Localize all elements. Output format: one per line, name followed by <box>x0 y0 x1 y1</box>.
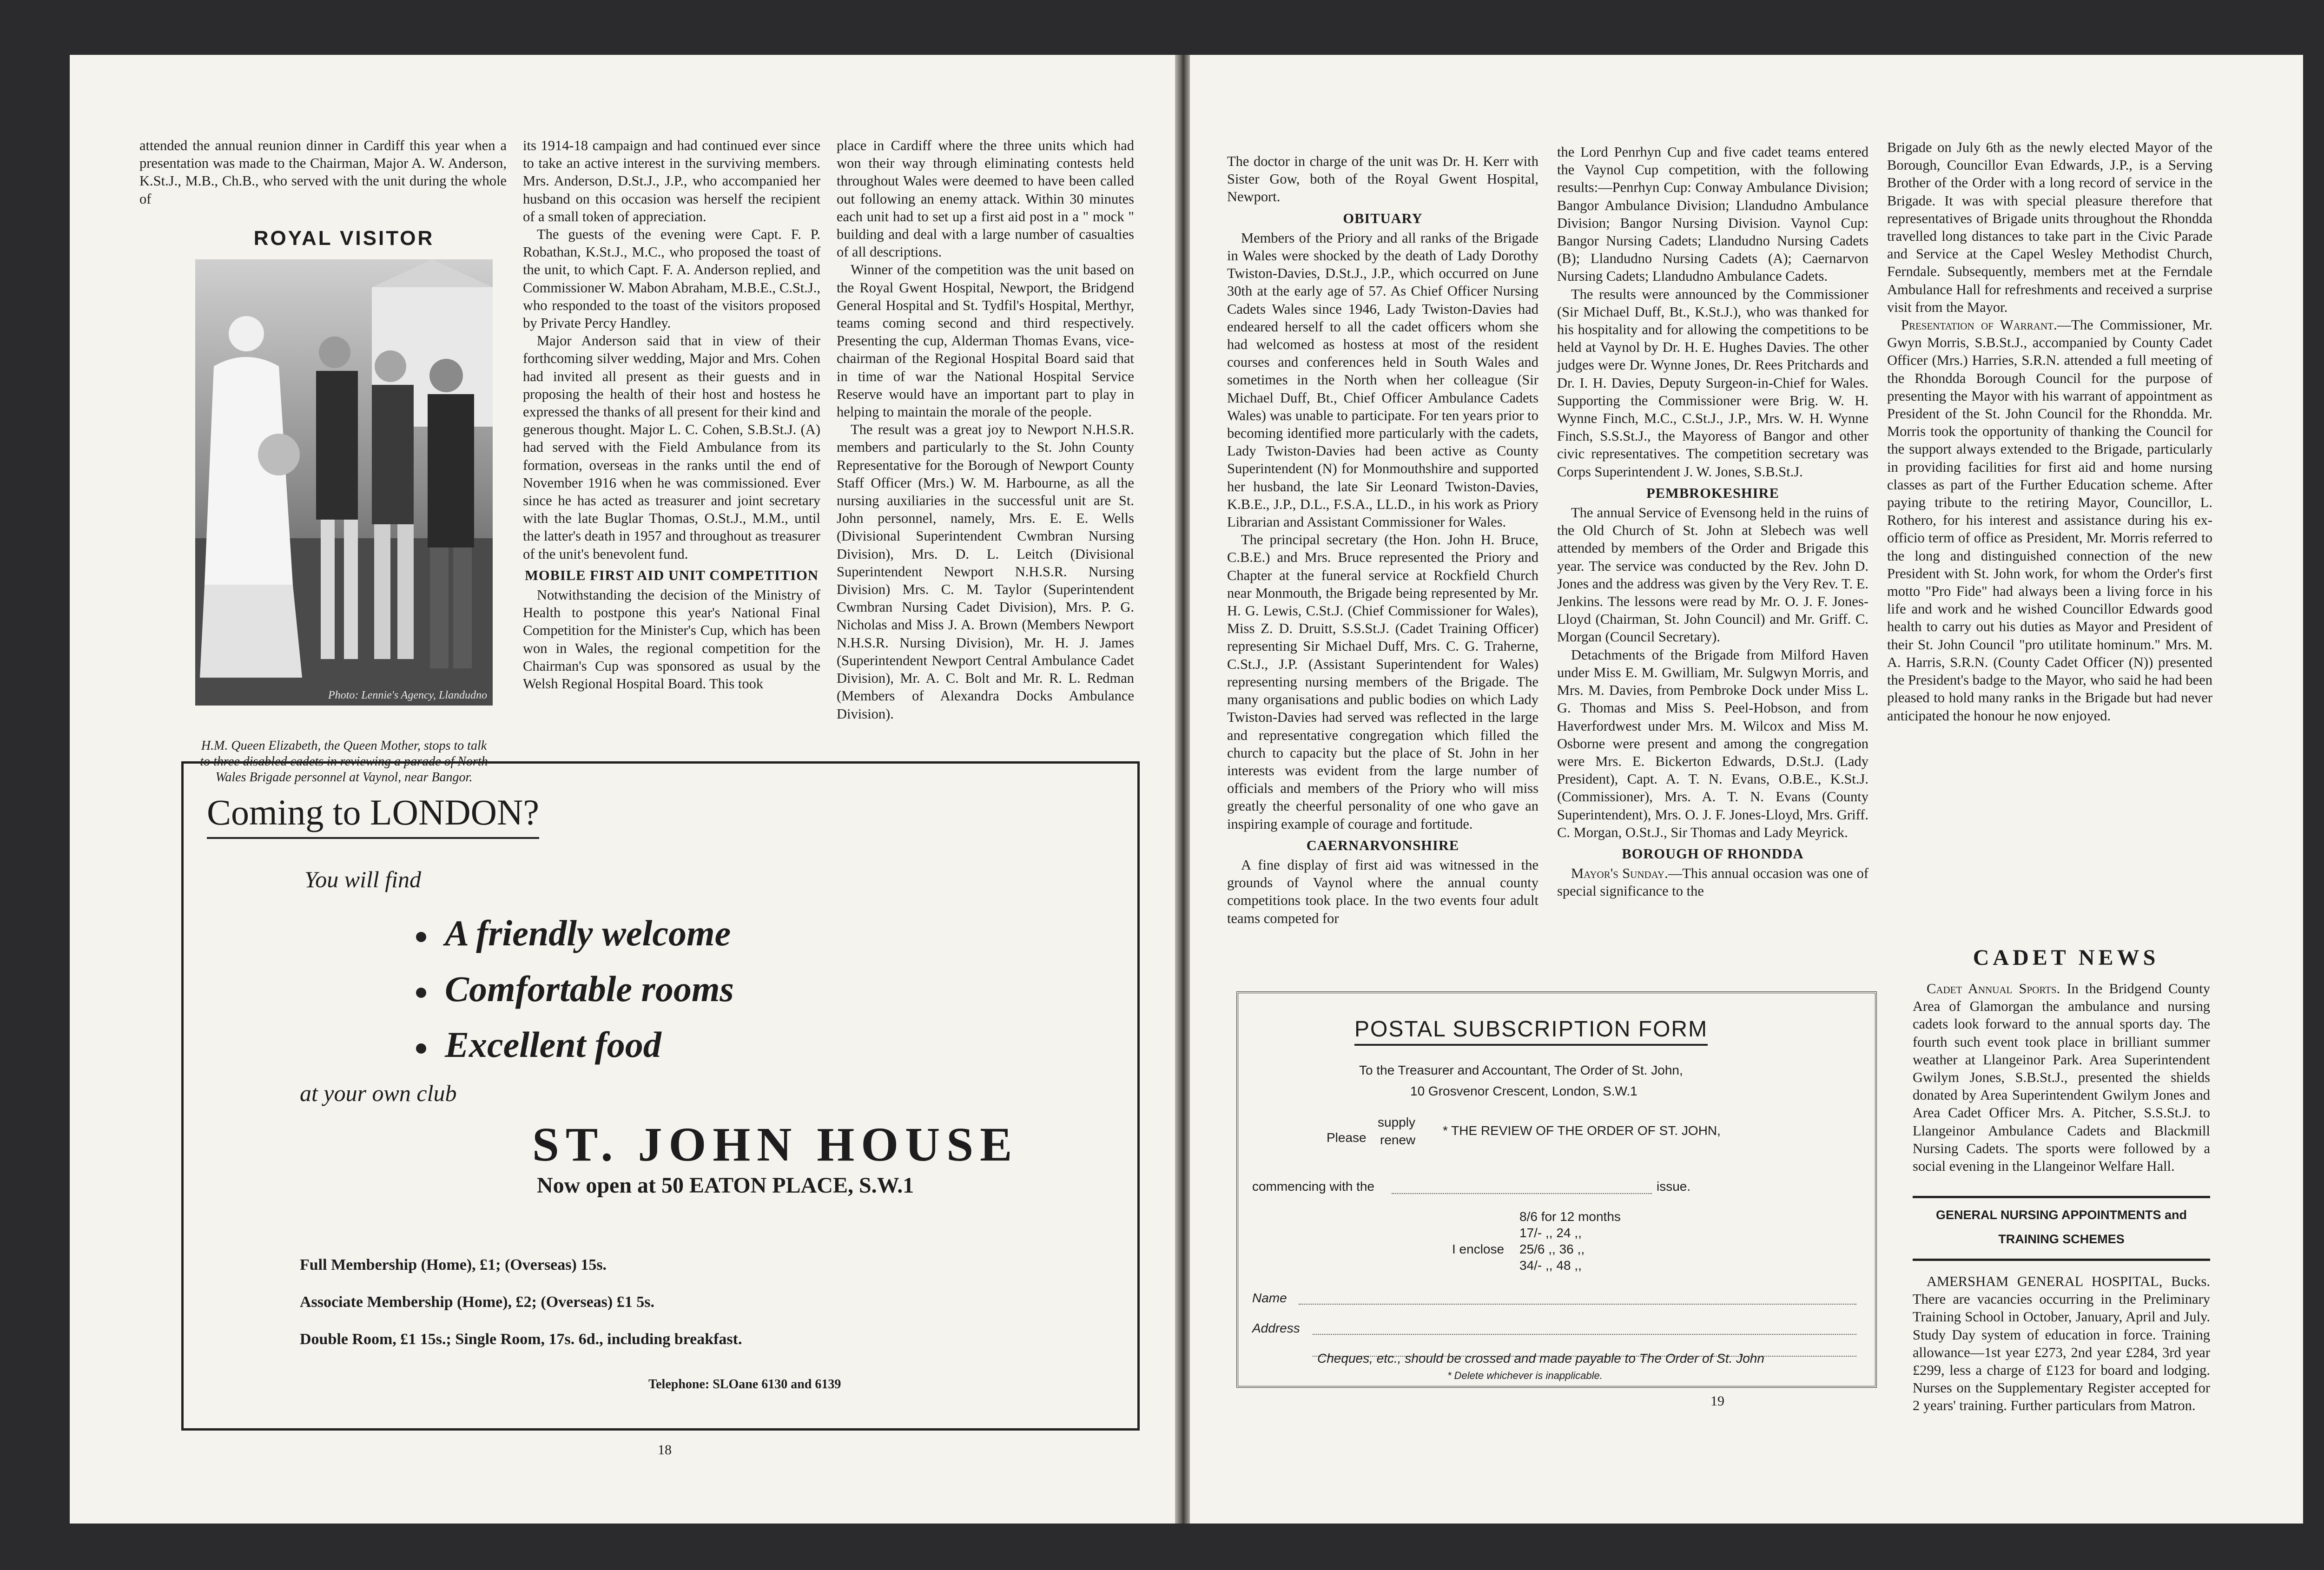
bullet-dot-icon <box>416 988 426 998</box>
left-column-3 <box>837 137 1134 723</box>
form-option-supply[interactable]: supply <box>1378 1115 1415 1129</box>
name-input-line[interactable] <box>1299 1304 1856 1305</box>
bullet-dot-icon <box>416 932 426 942</box>
photo-credit: Photo: Lennie's Agency, Llandudno <box>328 689 487 701</box>
rcol2-paragraph-4: Detachments of the Brigade from Milford Haven under Miss E. M. Gwilliam, Mr. Sulgwyn Morris, and Mrs. M. Davies, from Pembroke Dock under Miss L. G. Thomas and Miss S. Peel-Hobson, and from Haverfordwest under Mrs. M. Wilcox and Miss M. Osborne were present and among the congregation were Mrs. E. Bickerton Edwards, D.St.J. (Lady President), Capt. A. T. N. Evans, O.B.E., K.St.J. (Commissioner), Mrs. A. T. N. Evans (County Superintendent), Mrs. O. J. F. Jones-Lloyd, Mrs. Griff. C. Morgan, O.St.J., Sir Thomas and Lady Meyrick. <box>1557 646 1868 840</box>
ad-telephone: Telephone: SLOane 6130 and 6139 <box>648 1377 841 1392</box>
nursing-column <box>1913 1273 2210 1415</box>
col2-paragraph-4: Notwithstanding the decision of the Ministry of Health to postpone this year's National Final Competition for the Minister's Cup, which has been won in Wales, the regional competition for the Chairman's Cup was sponsored as usual by the Welsh Regional Hospital Board. This took <box>523 587 820 692</box>
ad-house-name: ST. JOHN HOUSE <box>532 1118 1019 1171</box>
ad-full-membership: Full Membership (Home), £1; (Overseas) 15s. <box>300 1256 607 1273</box>
mobile-unit-heading: MOBILE FIRST AID UNIT COMPETITION <box>525 567 819 583</box>
form-rate-24[interactable]: 17/- ,, 24 ,, <box>1519 1226 1582 1240</box>
rule-bottom <box>1913 1259 2210 1261</box>
ad-bullet-rooms: Comfortable rooms <box>416 968 734 1010</box>
rcol1-paragraph-1: The doctor in charge of the unit was Dr. H. Kerr with Sister Gow, both of the Royal Gwent Hospital, Newport. <box>1227 153 1538 205</box>
form-address-line-2: 10 Grosvenor Crescent, London, S.W.1 <box>1410 1084 1637 1098</box>
col3-paragraph-3: The result was a great joy to Newport N.H.S.R. members and particularly to the St. John County Representative for the Borough of Newport County Staff Officer (Mrs.) W. M. Harbourne, as all the nursing auxiliaries in the successful unit are St. John personnel, namely, Mrs. E. E. Wells (Divisional Superintendent Cwmbran Nursing Division), Mrs. D. L. Leitch (Divisional Superintendent Newport N.H.S.R. Nursing Division) Mrs. C. M. Taylor (Superintendent Cwmbran Nursing Cadet Division), Mrs. P. G. Nicholas and Miss J. A. Brown (Members Newport N.H.S.R. Nursing Division), Mr. H. J. James (Superintendent Newport Central Ambulance Cadet Division), Mr. A. C. Bolt and Mr. R. L. Redman (Members of Alexandra Docks Ambulance Division). <box>837 422 1134 722</box>
book-gutter <box>1175 55 1190 1524</box>
rcol2-paragraph-1: the Lord Penrhyn Cup and five cadet teams entered the Vaynol Cup competition, with the following results:—Penrhyn Cup: Conway Ambulance Division; Bangor Ambulance Division; Llandudno Ambulance Division; Bangor Nursing Division. Vaynol Cup: Bangor Nursing Cadets; Llandudno Nursing Cadets (B); Llandudno Nursing Cadets (A); Caernarvon Nursing Cadets; Llandudno Ambulance Cadets. <box>1557 144 1868 284</box>
form-enclose: I enclose <box>1452 1242 1505 1256</box>
photo-caption: H.M. Queen Elizabeth, the Queen Mother, stops to talk to three disabled cadets in reviewing a parade of North Wales Brigade personnel at Vaynol, near Bangor. <box>200 739 488 785</box>
cadet-sports-paragraph: Cadet Annual Sports. In the Bridgend County Area of Glamorgan the ambulance and nursing cadets look forward to the annual sports day. The fourth such event took place in brilliant summer weather at Llangeinor Park. Area Superintendent Gwilym Jones, S.B.St.J., presented the shields donated by Area Superintendent Gwilym Jones and Area Cadet Officer Mrs. A. Pitcher, S.S.St.J. to Llangeinor Ambulance Cadets and Blackmill Nursing Cadets. The sports were followed by a social evening in the Llangeinor Welfare Hall. <box>1913 981 2211 1174</box>
rcol1-paragraph-3: The principal secretary (the Hon. John H. Bruce, C.B.E.) and Mrs. Bruce represented the Priory and Chapter at the funeral service at Rockfield Church near Monmouth, the Brigade being represented by Mr. H. G. Lewis, C.St.J. (Chief Commissioner for Wales), Miss Z. D. Druitt, S.S.St.J. (Cadet Training Officer) representing Sir Michael Duff, Mrs. C. G. Traherne, C.St.J., J.P. (Assistant Superintendent for Wales) representing nursing members of the Brigade. The many organisations and public bodies on which Lady Twiston-Davies had served was reflected in the large and representative congregation which filled the church to capacity but the place of St. John in her interests was evident from the large number of officials and members of the Priory who will miss greatly the cheerful personality of one who gave an inspiring example of courage and fortitude. <box>1227 532 1538 832</box>
ad-you-will-find: You will find <box>304 866 422 892</box>
page-number: 18 <box>658 1442 672 1458</box>
form-rate-12[interactable]: 8/6 for 12 months <box>1519 1209 1621 1224</box>
form-commencing: commencing with the <box>1252 1179 1375 1194</box>
rcol2-paragraph-3: The annual Service of Evensong held in the ruins of the Old Church of St. John at Slebech was well attended by members of the Order and Brigade this year. The service was conducted by the Rev. John D. Jones and the address was given by the Very Rev. T. E. Jenkins. The lessons were read by Mr. O. J. F. Jones-Lloyd (Chairman, St. John Council) and Mr. Griff. C. Morgan (Council Secretary). <box>1557 505 1868 645</box>
pembrokeshire-heading: PEMBROKESHIRE <box>1646 485 1779 501</box>
col2-paragraph-1: its 1914-18 campaign and had continued ever since to take an active interest in the surviving members. Mrs. Anderson, D.St.J., J.P., who accompanied her husband on this occasion was herself the recipient of a small token of appreciation. <box>523 138 820 224</box>
form-footnote: * Delete whichever is inapplicable. <box>1447 1370 1603 1381</box>
form-review-title: * THE REVIEW OF THE ORDER OF ST. JOHN, <box>1443 1123 1721 1138</box>
form-option-renew[interactable]: renew <box>1380 1133 1416 1147</box>
bullet-dot-icon <box>416 1043 426 1054</box>
rcol2-paragraph-2: The results were announced by the Commissioner (Sir Michael Duff, Bt., K.St.J.), who was thanked for his hospitality and for allowing the competitions to be held at Vaynol by Dr. H. E. Hughes Davies. The other judges were Dr. Wynne Jones, Dr. Rees Pritchards and Dr. I. H. Davies, Deputy Surgeon-in-Chief for Wales. Supporting the Commissioner were Brig. W. H. Wynne Finch, M.C., C.St.J., J.P., Mrs. W. H. Wynne Finch, S.S.St.J., the Mayoress of Bangor and other civic representatives. The competition secretary was Corps Superintendent J. W. Jones, S.B.St.J. <box>1557 286 1868 480</box>
form-title: POSTAL SUBSCRIPTION FORM <box>1354 1016 1708 1046</box>
form-address-label: Address <box>1252 1321 1300 1335</box>
rule-top <box>1913 1196 2210 1198</box>
issue-input-line[interactable] <box>1392 1193 1652 1194</box>
left-column-2 <box>523 137 820 693</box>
right-column-2 <box>1557 143 1868 900</box>
right-column-3 <box>1887 139 2212 725</box>
rcol3-paragraph-2: Presentation of Warrant.—The Commissioner, Mr. Gwyn Morris, S.B.St.J., accompanied by County Cadet Officer (Mrs.) Harries, S.R.N. attended a full meeting of the Rhondda Borough Council for the purpose of presenting the Mayor with his warrant of appointment as President of the St. John Council for the Rhondda. Mr. Morris took the opportunity of thanking the Council for the support always extended to the Brigade, particularly in providing facilities for first aid and home nursing classes as part of the Further Education scheme. After paying tribute to the retiring Mayor, Councillor, L. Rothero, for his interest and assistance during his ex-officio term of office as President, Mr. Morris referred to the long and distinguished connection of the new President with St. John work, for whom the Order's first motto "Pro Fide" had always been a living force in his life and work and he wished Councillor Edwards good health to carry out his duties as Mayor and President of their St. John Council "pro utilitate hominum." Mrs. M. A. Harris, S.R.N. (County Cadet Officer (N)) presented the President's badge to the Mayor, who said he had been pleased to hold many ranks in the Brigade but had never anticipated the honour he now enjoyed. <box>1887 317 2212 724</box>
rhondda-heading: BOROUGH OF RHONDDA <box>1622 845 1804 862</box>
form-rate-48[interactable]: 34/- ,, 48 ,, <box>1519 1258 1582 1273</box>
nursing-heading: GENERAL NURSING APPOINTMENTS and TRAINING SCHEMES <box>1935 1208 2187 1246</box>
left-page <box>70 55 1175 1524</box>
col3-paragraph-2: Winner of the competition was the unit based on the Royal Gwent Hospital, Newport, the Bridgend General Hospital and St. Tydfil's Hospital, Merthyr, teams coming second and third respectively. Presenting the cup, Alderman Thomas Evans, vice-chairman of the Regional Hospital Board said that in time of war the National Hospital Service Reserve would have an important part to play in helping to maintain the morale of the people. <box>837 262 1134 420</box>
col2-paragraph-2: The guests of the evening were Capt. F. P. Robathan, K.St.J., M.C., who proposed the toast of the unit, to which Capt. F. A. Anderson replied, and Commissioner W. Mabon Abraham, M.B.E., C.St.J., who responded to the toast of the visitors proposed by Private Percy Handley. <box>523 226 820 331</box>
address-input-line-1[interactable] <box>1313 1334 1856 1335</box>
form-issue: issue. <box>1657 1179 1691 1194</box>
form-name-label: Name <box>1252 1291 1287 1305</box>
page-number: 19 <box>1710 1393 1724 1409</box>
amersham-paragraph: AMERSHAM GENERAL HOSPITAL, Bucks. There are vacancies occurring in the Preliminary Training School in October, January, April and July. Study Day system of education in force. Training allowance—1st year £273, 2nd year £284, 3rd year £299, less a charge of £123 for board and lodging. Nurses on the Supplementary Register accepted for 2 years' training. Further particulars from Matron. <box>1913 1273 2211 1414</box>
royal-visitor-heading: ROYAL VISITOR <box>253 227 435 250</box>
ad-bullet-welcome: A friendly welcome <box>416 912 731 954</box>
rcol2-paragraph-5: Mayor's Sunday.—This annual occasion was one of special significance to the <box>1557 865 1869 899</box>
obituary-heading: OBITUARY <box>1343 210 1423 226</box>
ad-at-your-club: at your own club <box>300 1080 457 1106</box>
london-advertisement <box>181 761 1140 1431</box>
ad-bullet-food: Excellent food <box>416 1024 661 1066</box>
col1-intro: attended the annual reunion dinner in Cardiff this year when a presentation was made to the Chairman, Major A. W. Anderson, K.St.J., M.B., Ch.B., who served with the unit during the whole of <box>139 138 507 207</box>
left-column-1 <box>139 137 507 208</box>
ad-associate-membership: Associate Membership (Home), £2; (Overseas) £1 5s. <box>300 1293 654 1311</box>
right-column-1 <box>1227 152 1538 927</box>
postal-subscription-form <box>1236 991 1877 1388</box>
form-please: Please <box>1327 1130 1367 1145</box>
royal-visit-photo <box>195 259 493 706</box>
caernarvonshire-heading: CAERNARVONSHIRE <box>1306 837 1459 853</box>
cadet-news-heading: CADET NEWS <box>1973 945 2159 970</box>
form-cheques-note: Cheques, etc., should be crossed and made payable to The Order of St. John <box>1317 1351 1764 1366</box>
form-rate-36[interactable]: 25/6 ,, 36 ,, <box>1519 1242 1585 1256</box>
rcol1-paragraph-2: Members of the Priory and all ranks of the Brigade in Wales were shocked by the death of Lady Dorothy Twiston-Davies, D.St.J., J.P., which occurred on June 30th at the early age of 57. As Chief Officer Nursing Cadets Wales since 1946, Lady Twiston-Davies had endeared herself to all the cadet officers whom she had welcomed as hostess at most of the resident courses and conferences held in South Wales and sometimes in the North when her colleague (Sir Michael Duff, Bt., Chief Officer Ambulance Cadets Wales) was unable to participate. For ten years prior to becoming identified more particularly with the cadets, Lady Twiston-Davies had been active as County Superintendent (N) for Monmouthshire and supported her husband, the late Sir Leonard Twiston-Davies, K.B.E., J.P., D.L., F.S.A., LL.D., in his work as Priory Librarian and Assistant Commissioner for Wales. <box>1227 230 1538 530</box>
ad-room-rates: Double Room, £1 15s.; Single Room, 17s. 6d., including breakfast. <box>300 1331 742 1348</box>
rcol3-paragraph-1: Brigade on July 6th as the newly elected Mayor of the Borough, Councillor Evan Edwards, J.P., is a Serving Brother of the Order with a long record of service in the Brigade. It was with special pleasure therefore that representatives of Brigade units throughout the Rhondda travelled long distances to take part in the Civic Parade and Service at the Capel Wesley Methodist Church, Ferndale. Subsequently, members met at the Ferndale Ambulance Hall for refreshments and received a surprise visit from the Mayor. <box>1887 139 2212 315</box>
col2-paragraph-3: Major Anderson said that in view of their forthcoming silver wedding, Major and Mrs. Cohen had invited all present as their guests and in proposing the health of their host and hostess he expressed the thanks of all present for their kind and generous thought. Major L. C. Cohen, S.B.St.J. (A) had served with the Field Ambulance from its formation, overseas in the ranks until the end of November 1916 when he was commissioned. Ever since he has acted as treasurer and joint secretary with the late Buglar Thomas, O.St.J., M.M., until the latter's death in 1957 and throughout as treasurer of the unit's benevolent fund. <box>523 333 820 562</box>
col3-paragraph-1: place in Cardiff where the three units which had won their way through eliminating contests held throughout Wales were deemed to have been called out following an enemy attack. Within 30 minutes each unit had to set up a first aid post in a " mock " building and deal with a large number of casualties of all descriptions. <box>837 138 1134 260</box>
form-address-line-1: To the Treasurer and Accountant, The Order of St. John, <box>1359 1063 1683 1077</box>
photo-image <box>195 259 493 706</box>
right-page <box>1190 55 2303 1524</box>
cadet-news-column <box>1913 980 2210 1175</box>
ad-open-line: Now open at 50 EATON PLACE, S.W.1 <box>537 1173 914 1198</box>
rcol1-paragraph-4: A fine display of first aid was witnessed in the grounds of Vaynol where the annual county competitions took place. In the two events four adult teams competed for <box>1227 857 1538 926</box>
ad-title: Coming to LONDON? <box>207 792 539 839</box>
